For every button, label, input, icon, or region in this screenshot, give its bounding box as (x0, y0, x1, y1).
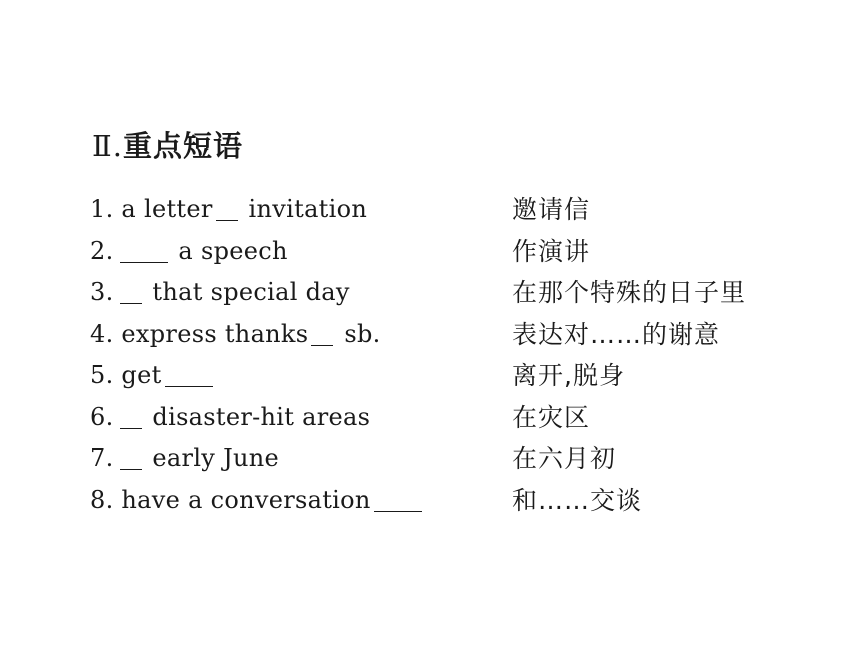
phrase-number: 2. (90, 236, 114, 265)
phrase-row (90, 397, 810, 439)
phrase-chinese: 离开,脱身 (512, 361, 625, 390)
section-numeral: Ⅱ. (92, 129, 123, 163)
phrase-row (90, 314, 810, 356)
section-heading (92, 126, 243, 166)
phrase-row (90, 355, 810, 397)
phrase-row (90, 189, 810, 231)
phrase-chinese: 作演讲 (512, 236, 591, 266)
phrase-number: 6. (90, 402, 114, 431)
fill-in-blank (120, 468, 142, 470)
phrase-number: 7. (90, 444, 114, 472)
phrase-number: 5. (90, 361, 114, 389)
phrase-text-after: invitation (240, 195, 368, 223)
phrase-row (90, 480, 810, 522)
fill-in-blank (216, 219, 238, 221)
phrase-row (90, 231, 810, 273)
phrase-english (90, 189, 512, 231)
phrase-english (90, 438, 512, 480)
phrase-chinese: 在灾区 (512, 402, 591, 432)
phrase-english (90, 231, 512, 273)
phrase-english (90, 397, 512, 439)
fill-in-blank (120, 261, 168, 263)
fill-in-blank (120, 302, 142, 304)
phrase-chinese: 在那个特殊的日子里 (512, 278, 747, 307)
section-title: 重点短语 (122, 129, 243, 163)
phrase-number: 4. (90, 319, 114, 348)
fill-in-blank (120, 427, 142, 429)
phrase-row (90, 272, 810, 314)
phrase-number: 1. (90, 195, 114, 223)
phrase-english (90, 480, 512, 522)
phrase-chinese: 在六月初 (512, 444, 617, 473)
phrase-english (90, 355, 512, 397)
fill-in-blank (311, 344, 333, 346)
fill-in-blank (165, 385, 213, 387)
phrase-text-after: early June (144, 444, 280, 472)
phrase-english (90, 272, 512, 314)
phrase-number: 8. (90, 485, 114, 514)
phrase-list (90, 189, 810, 521)
phrase-text-after: disaster-hit areas (144, 402, 371, 431)
phrase-number: 3. (90, 278, 114, 306)
phrase-chinese: 表达对……的谢意 (512, 319, 721, 349)
phrase-text-after: sb. (336, 319, 381, 348)
phrase-text-after: a speech (170, 236, 288, 265)
phrase-text-before: a letter (113, 195, 213, 223)
phrase-row (90, 438, 810, 480)
phrase-text-before: get (113, 361, 162, 389)
phrase-chinese: 和……交谈 (512, 485, 643, 515)
phrase-text-before: express thanks (113, 319, 309, 348)
phrase-text-before: have a conversation (113, 485, 371, 514)
fill-in-blank (374, 510, 422, 512)
phrase-text-after: that special day (144, 278, 350, 306)
phrase-chinese: 邀请信 (512, 195, 591, 224)
phrase-english (90, 314, 512, 356)
